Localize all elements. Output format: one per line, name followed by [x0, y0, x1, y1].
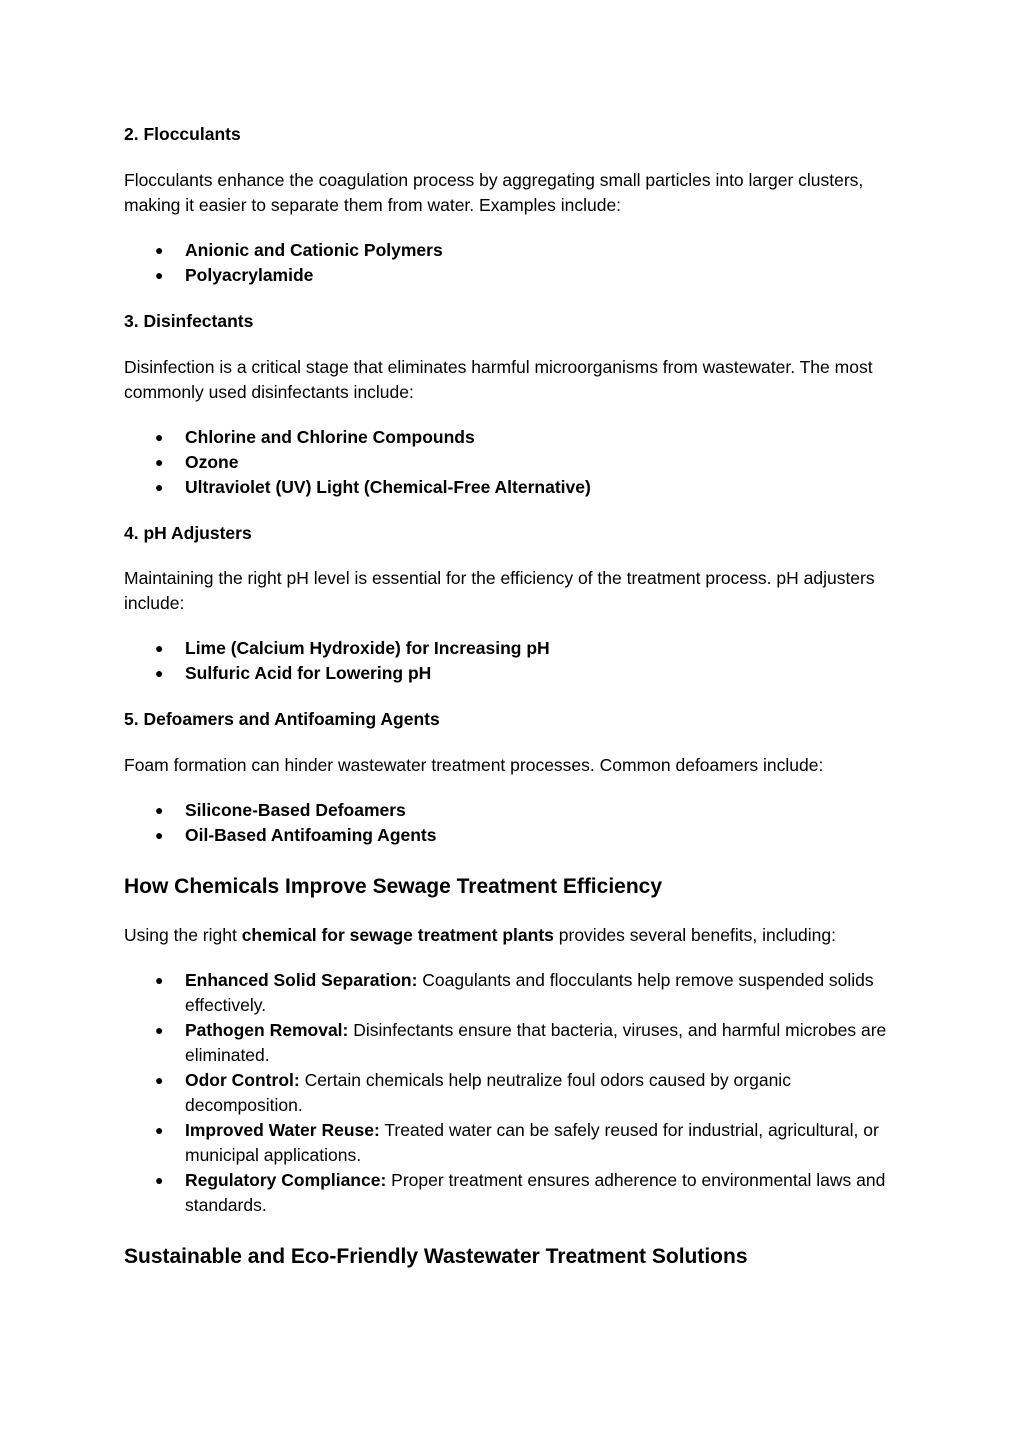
heading-sustainable: Sustainable and Eco-Friendly Wastewater Treatment Solutions — [124, 1245, 748, 1268]
list-defoamers — [124, 798, 904, 848]
list-item: ● Oil-Based Antifoaming Agents — [124, 823, 904, 848]
bullet-icon: ● — [155, 479, 164, 495]
bullet-icon: ● — [155, 429, 164, 445]
paragraph-ph-adjusters: Maintaining the right pH level is essential for the efficiency of the treatment process. pH adjusters include: — [124, 568, 875, 613]
list-item: ● Anionic and Cationic Polymers — [124, 238, 904, 263]
list-item: ● Pathogen Removal: Disinfectants ensure that bacteria, viruses, and harmful microbes are eliminated. — [155, 1020, 887, 1065]
bullet-icon: ● — [155, 1172, 164, 1188]
bullet-icon: ● — [155, 454, 164, 470]
bullet-icon: ● — [155, 1072, 164, 1088]
paragraph-efficiency-intro: Using the right chemical for sewage treatment plants provides several benefits, including: — [124, 925, 837, 945]
bullet-icon: ● — [155, 640, 164, 656]
list-item: ● Regulatory Compliance: Proper treatment ensures adherence to environmental laws and standards. — [155, 1170, 886, 1215]
list-item: ● Odor Control: Certain chemicals help neutralize foul odors caused by organic decomposition. — [155, 1070, 791, 1115]
bullet-icon: ● — [155, 242, 164, 258]
paragraph-flocculants: Flocculants enhance the coagulation process by aggregating small particles into larger clusters, making it easier to separate them from water. Examples include: — [124, 170, 864, 215]
list-disinfectants — [124, 425, 904, 500]
list-item: ● Chlorine and Chlorine Compounds — [124, 425, 904, 450]
list-item: ● Sulfuric Acid for Lowering pH — [124, 661, 904, 686]
section-heading-ph-adjusters: 4. pH Adjusters — [124, 523, 252, 543]
bullet-icon: ● — [155, 827, 164, 843]
bullet-icon: ● — [155, 802, 164, 818]
list-item: ● Enhanced Solid Separation: Coagulants and flocculants help remove suspended solids effectively. — [155, 970, 874, 1015]
list-item: ● Ozone — [124, 450, 904, 475]
list-flocculants — [124, 238, 904, 288]
bullet-icon: ● — [155, 972, 164, 988]
heading-efficiency: How Chemicals Improve Sewage Treatment Efficiency — [124, 875, 663, 898]
list-item: ● Silicone-Based Defoamers — [124, 798, 904, 823]
highlighted-phrase: chemical for sewage treatment plants — [241, 925, 554, 945]
list-item: ● Improved Water Reuse: Treated water can be safely reused for industrial, agricultural, or municipal applications. — [155, 1120, 879, 1165]
bullet-icon: ● — [155, 267, 164, 283]
paragraph-defoamers: Foam formation can hinder wastewater treatment processes. Common defoamers include: — [124, 755, 824, 775]
list-item: ● Lime (Calcium Hydroxide) for Increasing pH — [124, 636, 904, 661]
bullet-icon: ● — [155, 1122, 164, 1138]
bullet-icon: ● — [155, 665, 164, 681]
section-heading-defoamers: 5. Defoamers and Antifoaming Agents — [124, 709, 440, 729]
list-item: ● Polyacrylamide — [124, 263, 904, 288]
list-benefits — [124, 968, 904, 1218]
paragraph-disinfectants: Disinfection is a critical stage that eliminates harmful microorganisms from wastewater. The most commonly used disinfectants include: — [124, 357, 873, 402]
list-item: ● Ultraviolet (UV) Light (Chemical-Free Alternative) — [124, 475, 904, 500]
section-heading-flocculants: 2. Flocculants — [124, 124, 241, 144]
bullet-icon: ● — [155, 1022, 164, 1038]
list-ph-adjusters — [124, 636, 904, 686]
section-heading-disinfectants: 3. Disinfectants — [124, 311, 254, 331]
